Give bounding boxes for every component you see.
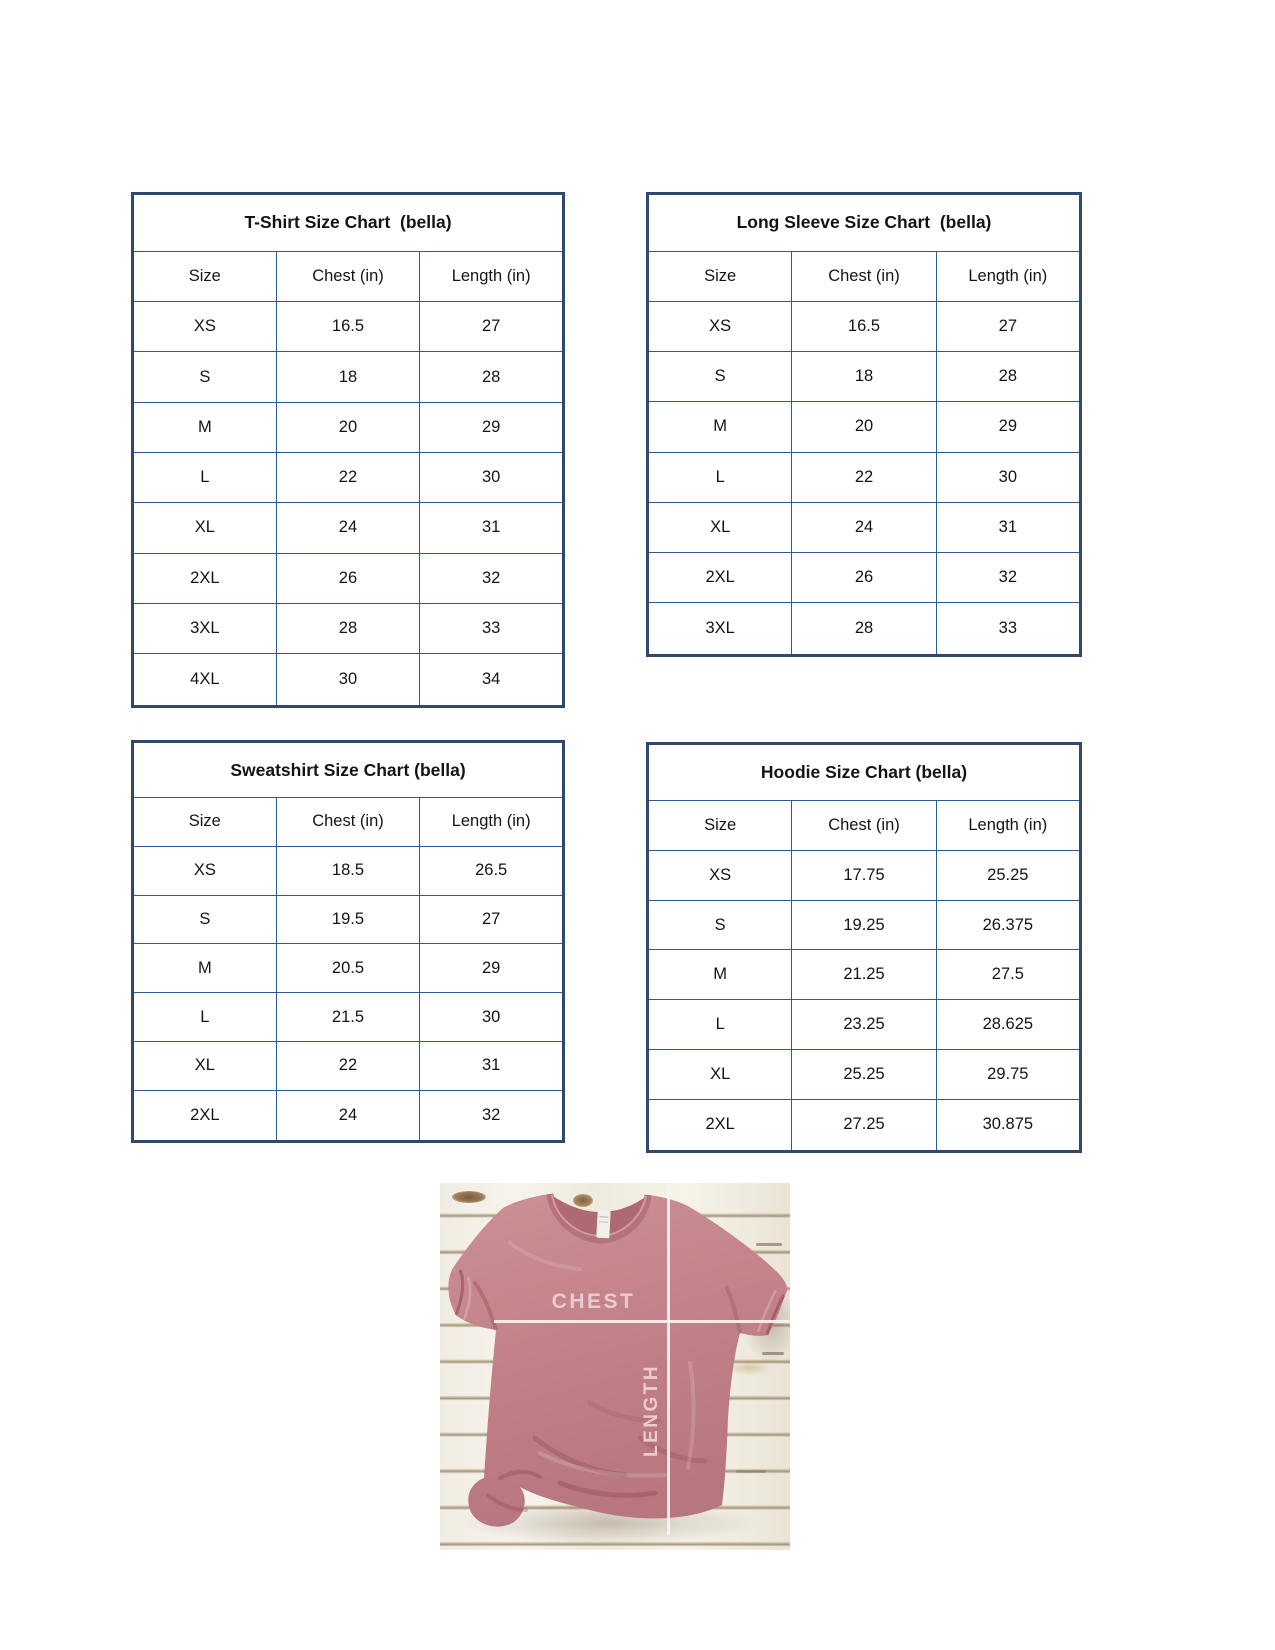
size-cell: XL — [648, 502, 792, 552]
long-sleeve-size-chart-table — [646, 192, 1082, 657]
length-cell: 26.5 — [420, 846, 564, 895]
length-cell: 31 — [420, 1041, 564, 1090]
sweatshirt-size-chart-table — [131, 740, 565, 1143]
size-cell: M — [648, 950, 792, 1000]
chest-cell: 18.5 — [276, 846, 420, 895]
chest-cell: 30 — [276, 654, 420, 707]
length-label: LENGTH — [641, 1363, 662, 1457]
table-row — [133, 603, 564, 653]
table-row — [648, 950, 1081, 1000]
long-sleeve-size-chart — [646, 192, 1082, 657]
size-cell: S — [648, 352, 792, 402]
size-cell: M — [133, 402, 277, 452]
size-cell: 2XL — [133, 1090, 277, 1141]
table-row — [133, 452, 564, 502]
length-cell: 34 — [420, 654, 564, 707]
chest-cell: 28 — [792, 603, 936, 656]
size-cell: 4XL — [133, 654, 277, 707]
table-row — [648, 502, 1081, 552]
table-title: Sweatshirt Size Chart (bella) — [133, 742, 564, 798]
chest-cell: 23.25 — [792, 1000, 936, 1050]
chest-cell: 19.25 — [792, 900, 936, 950]
chest-cell: 25.25 — [792, 1049, 936, 1099]
chest-cell: 20.5 — [276, 944, 420, 993]
sweatshirt-size-chart — [131, 740, 565, 1143]
table-row — [133, 503, 564, 553]
table-row — [648, 850, 1081, 900]
length-cell: 25.25 — [936, 850, 1080, 900]
length-cell: 29 — [420, 944, 564, 993]
size-cell: L — [648, 1000, 792, 1050]
column-header: Size — [648, 251, 792, 301]
table-row — [133, 1090, 564, 1141]
table-row — [133, 402, 564, 452]
size-cell: S — [648, 900, 792, 950]
table-row — [133, 553, 564, 603]
column-header: Length (in) — [936, 251, 1080, 301]
header-row — [648, 251, 1081, 301]
size-cell: S — [133, 895, 277, 944]
table-row — [133, 654, 564, 707]
chest-label: CHEST — [551, 1290, 636, 1313]
length-cell: 31 — [420, 503, 564, 553]
chest-cell: 16.5 — [276, 302, 420, 352]
size-cell: M — [133, 944, 277, 993]
length-cell: 29.75 — [936, 1049, 1080, 1099]
size-cell: 3XL — [133, 603, 277, 653]
column-header: Length (in) — [420, 251, 564, 301]
table-row — [648, 603, 1081, 656]
table-title: T-Shirt Size Chart (bella) — [133, 194, 564, 252]
length-cell: 28 — [936, 352, 1080, 402]
table-row — [648, 1099, 1081, 1151]
column-header: Length (in) — [420, 798, 564, 847]
length-cell: 30.875 — [936, 1099, 1080, 1151]
chest-measure-line — [494, 1320, 790, 1323]
table-row — [648, 301, 1081, 351]
table-row — [133, 895, 564, 944]
chest-cell: 19.5 — [276, 895, 420, 944]
chest-cell: 26 — [276, 553, 420, 603]
hoodie-size-chart — [646, 742, 1082, 1153]
chest-cell: 28 — [276, 603, 420, 653]
size-cell: XL — [648, 1049, 792, 1099]
size-cell: L — [648, 452, 792, 502]
column-header: Chest (in) — [792, 801, 936, 851]
table-row — [133, 944, 564, 993]
length-cell: 30 — [420, 993, 564, 1042]
length-cell: 29 — [936, 402, 1080, 452]
length-cell: 30 — [936, 452, 1080, 502]
hoodie-size-chart-table — [646, 742, 1082, 1153]
length-cell: 27.5 — [936, 950, 1080, 1000]
table-row — [648, 402, 1081, 452]
table-row — [648, 900, 1081, 950]
column-header: Size — [648, 801, 792, 851]
table-row — [133, 846, 564, 895]
length-cell: 32 — [420, 1090, 564, 1141]
column-header: Length (in) — [936, 801, 1080, 851]
size-cell: M — [648, 402, 792, 452]
length-cell: 27 — [936, 301, 1080, 351]
size-cell: 3XL — [648, 603, 792, 656]
length-cell: 28 — [420, 352, 564, 402]
chest-cell: 22 — [276, 452, 420, 502]
chest-cell: 24 — [276, 503, 420, 553]
tshirt-graphic — [440, 1183, 790, 1550]
chest-cell: 17.75 — [792, 850, 936, 900]
size-cell: XS — [648, 850, 792, 900]
chest-cell: 24 — [276, 1090, 420, 1141]
length-cell: 31 — [936, 502, 1080, 552]
table-title: Hoodie Size Chart (bella) — [648, 744, 1081, 801]
table-row — [133, 302, 564, 352]
length-cell: 26.375 — [936, 900, 1080, 950]
length-cell: 27 — [420, 895, 564, 944]
length-cell: 27 — [420, 302, 564, 352]
column-header: Chest (in) — [792, 251, 936, 301]
table-row — [648, 1000, 1081, 1050]
size-cell: XS — [648, 301, 792, 351]
length-cell: 33 — [936, 603, 1080, 656]
length-measure-line — [667, 1185, 670, 1535]
chest-cell: 21.5 — [276, 993, 420, 1042]
column-header: Chest (in) — [276, 798, 420, 847]
size-cell: XS — [133, 846, 277, 895]
size-cell: XL — [133, 1041, 277, 1090]
chest-cell: 21.25 — [792, 950, 936, 1000]
chest-cell: 26 — [792, 552, 936, 602]
chest-cell: 20 — [276, 402, 420, 452]
chest-cell: 22 — [276, 1041, 420, 1090]
chest-cell: 20 — [792, 402, 936, 452]
chest-cell: 24 — [792, 502, 936, 552]
size-cell: 2XL — [648, 1099, 792, 1151]
length-cell: 32 — [936, 552, 1080, 602]
table-row — [648, 452, 1081, 502]
table-row — [133, 1041, 564, 1090]
length-cell: 29 — [420, 402, 564, 452]
tshirt-size-chart-table — [131, 192, 565, 708]
column-header: Chest (in) — [276, 251, 420, 301]
length-cell: 32 — [420, 553, 564, 603]
chest-cell: 22 — [792, 452, 936, 502]
header-row — [133, 251, 564, 301]
table-row — [648, 552, 1081, 602]
header-row — [648, 801, 1081, 851]
chest-cell: 18 — [276, 352, 420, 402]
column-header: Size — [133, 251, 277, 301]
size-guide-photo — [440, 1183, 790, 1550]
size-cell: 2XL — [133, 553, 277, 603]
chest-cell: 27.25 — [792, 1099, 936, 1151]
length-cell: 33 — [420, 603, 564, 653]
table-row — [133, 352, 564, 402]
table-row — [648, 352, 1081, 402]
table-row — [648, 1049, 1081, 1099]
size-cell: XS — [133, 302, 277, 352]
chest-cell: 16.5 — [792, 301, 936, 351]
column-header: Size — [133, 798, 277, 847]
chest-cell: 18 — [792, 352, 936, 402]
table-title: Long Sleeve Size Chart (bella) — [648, 194, 1081, 252]
header-row — [133, 798, 564, 847]
size-cell: S — [133, 352, 277, 402]
size-cell: L — [133, 993, 277, 1042]
size-cell: L — [133, 452, 277, 502]
size-cell: 2XL — [648, 552, 792, 602]
tshirt-size-chart — [131, 192, 565, 708]
length-cell: 28.625 — [936, 1000, 1080, 1050]
length-cell: 30 — [420, 452, 564, 502]
table-row — [133, 993, 564, 1042]
size-cell: XL — [133, 503, 277, 553]
